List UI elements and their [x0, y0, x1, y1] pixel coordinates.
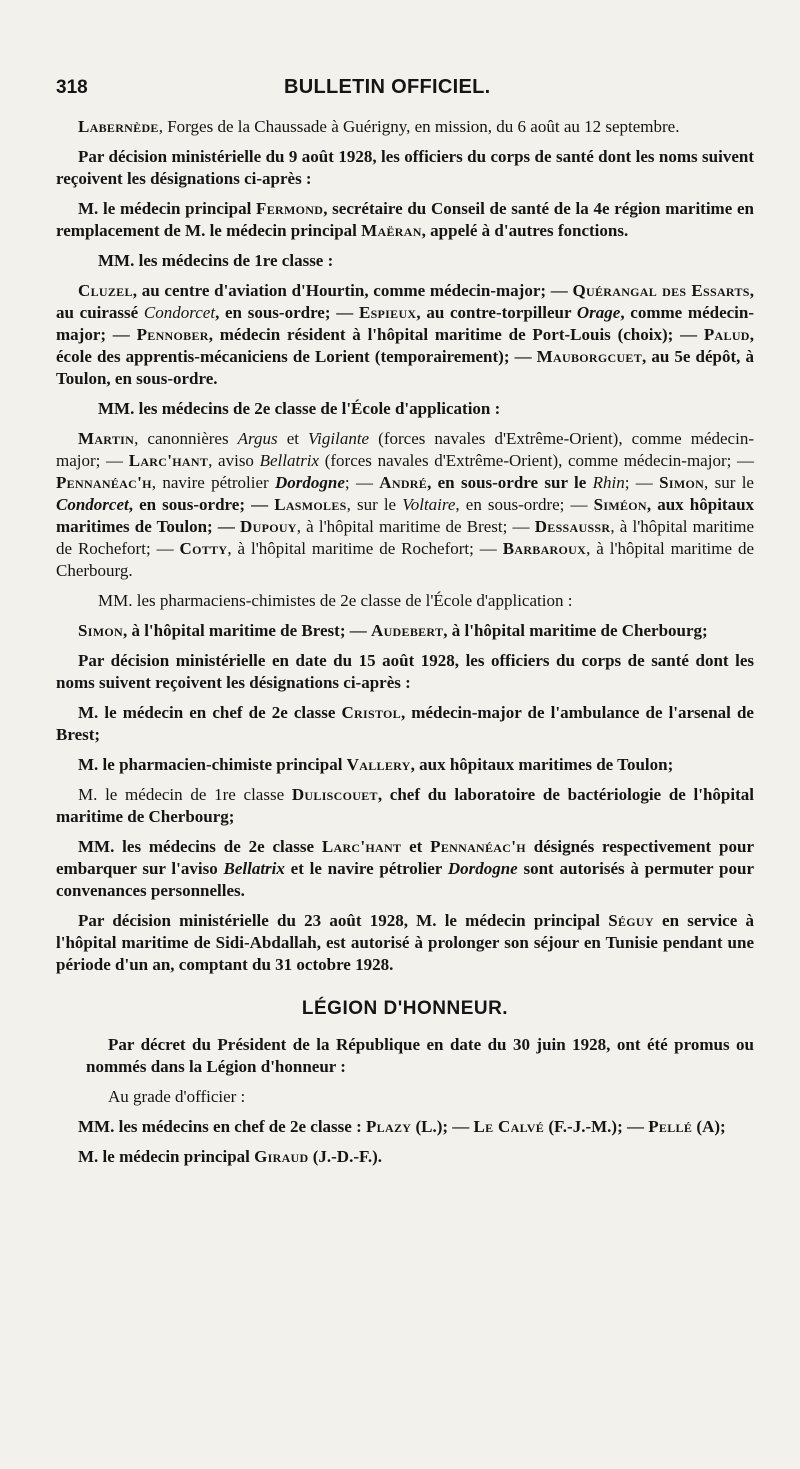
text-run: , au contre-torpilleur — [416, 303, 577, 322]
paragraph-grade-officier: Au grade d'officier : — [108, 1087, 246, 1106]
ship-name: Bellatrix — [259, 451, 320, 470]
text-run: , chef du laboratoire de bactériologie de l'hôpital maritime de Cherbourg; — [56, 785, 754, 826]
paragraph-fermond — [56, 198, 754, 242]
text-run: , en sous-ordre; — — [455, 495, 594, 514]
text-run: , en sous-ordre sur le — [427, 473, 593, 492]
paragraph-labernede — [56, 116, 754, 138]
ship-name: Voltaire — [402, 495, 456, 514]
person-name: André — [379, 473, 428, 492]
person-name: Séguy — [608, 911, 654, 930]
text-run: , à l'hôpital maritime de Cherbourg. — [56, 539, 754, 580]
text-run: , sur le — [346, 495, 403, 514]
text-run: , aux hôpitaux maritimes de Toulon; — — [56, 495, 755, 536]
text-run: , Forges de la Chaussade à Guérigny, en mission, du 6 août au 12 septembre. — [158, 117, 680, 136]
person-name: Le Calvé — [473, 1117, 545, 1136]
text-run: , navire pétrolier — [151, 473, 276, 492]
person-name: Fermond — [256, 199, 324, 218]
page-number: 318 — [56, 77, 88, 98]
running-title: BULLETIN OFFICIEL. — [284, 76, 491, 98]
person-name: Mauborgcuet — [536, 347, 643, 366]
person-name: Palud — [703, 325, 750, 344]
text-run: , au cuirassé — [56, 281, 754, 322]
ship-name: Dordogne — [447, 859, 518, 878]
ship-name: Orage — [576, 303, 621, 322]
text-run: , en sous-ordre; — — [215, 303, 359, 322]
paragraph-medecins-2e-classe — [56, 428, 754, 582]
text-run: (L.); — — [411, 1117, 474, 1136]
text-run: en service à l'hôpital maritime de Sidi-Abdallah, est autorisé à prolonger son séjour en Tunisie pendant une période d'un an, comptant du 31 octobre 1928. — [56, 911, 754, 974]
person-name: Siméon — [593, 495, 647, 514]
text-run: , appelé à d'autres fonctions. — [421, 221, 629, 240]
text-run: et — [401, 837, 431, 856]
paragraph-pharmaciens — [56, 620, 754, 642]
person-name: Barbaroux — [502, 539, 587, 558]
ship-name: Bellatrix — [223, 859, 285, 878]
text-run: Par décision ministérielle du 23 août 1928, M. le médecin principal — [78, 911, 609, 930]
text-run: , canonnières — [134, 429, 238, 448]
person-name: Maëran — [361, 221, 422, 240]
text-run: , aux hôpitaux maritimes de Toulon; — [410, 755, 674, 774]
text-run: sont autorisés à permuter pour convenances personnelles. — [56, 859, 755, 900]
paragraph-giraud — [56, 1146, 754, 1168]
text-run: M. le pharmacien-chimiste principal — [78, 755, 347, 774]
text-run: , médecin résident à l'hôpital maritime de Port-Louis (choix); — — [208, 325, 704, 344]
person-name: Audebert — [371, 621, 444, 640]
text-run: (F.-J.-M.); — — [544, 1117, 649, 1136]
person-name: Dessaussr — [534, 517, 611, 536]
text-run: (J.-D.-F.). — [308, 1147, 382, 1166]
paragraph-decision-9-aout: Par décision ministérielle du 9 août 1928, les officiers du corps de santé dont les noms suivent reçoivent les désignations ci-après : — [56, 147, 754, 188]
text-run: , à l'hôpital maritime de Brest; — — [296, 517, 535, 536]
ship-name: Condorcet — [56, 495, 129, 514]
text-run: , à l'hôpital maritime de Cherbourg; — [443, 621, 708, 640]
text-run: , à l'hôpital maritime de Rochefort; — — [56, 517, 755, 558]
person-name: Martin — [78, 429, 135, 448]
person-name: Pellé — [648, 1117, 693, 1136]
text-run: ; — — [624, 473, 660, 492]
paragraph-cristol — [56, 702, 754, 746]
paragraph-seguy — [56, 910, 754, 976]
text-run: , médecin-major de l'ambulance de l'arsenal de Brest; — [56, 703, 754, 744]
heading-medecins-1re-classe: MM. les médecins de 1re classe : — [98, 251, 334, 270]
text-run: et — [277, 429, 309, 448]
paragraph-medecins-1re-classe — [56, 280, 754, 390]
paragraph-medecins-en-chef — [56, 1116, 754, 1138]
person-name: Espieux — [358, 303, 417, 322]
text-run: M. le médecin de 1re classe — [78, 785, 292, 804]
heading-medecins-2e-classe: MM. les médecins de 2e classe de l'École d'application : — [98, 399, 501, 418]
ship-name: Condorcet — [143, 303, 216, 322]
text-run: MM. les médecins de 2e classe — [78, 837, 322, 856]
ship-name: Dordogne — [275, 473, 345, 492]
person-name: Plazy — [365, 1117, 412, 1136]
paragraph-duliscouet — [56, 784, 754, 828]
text-run: , à l'hôpital maritime de Brest; — — [122, 621, 371, 640]
person-name: Pennanéac'h — [430, 837, 526, 856]
text-run: M. le médecin principal — [78, 1147, 255, 1166]
page-header — [56, 76, 754, 110]
heading-pharmaciens: MM. les pharmaciens-chimistes de 2e classe de l'École d'application : — [98, 591, 573, 610]
person-name: Cotty — [179, 539, 228, 558]
person-name: Giraud — [254, 1147, 309, 1166]
person-name: Vallery — [346, 755, 411, 774]
text-run: ; — — [344, 473, 380, 492]
person-name: Cluzel — [78, 281, 133, 300]
text-run: MM. les médecins en chef de 2e classe : — [78, 1117, 366, 1136]
person-name: Lasmoles — [274, 495, 347, 514]
text-run: M. le médecin en chef de 2e classe — [78, 703, 342, 722]
person-name: Pennober — [136, 325, 209, 344]
text-run: , au 5e dépôt, à Toulon, en sous-ordre. — [56, 347, 754, 388]
text-run: M. le médecin principal — [78, 199, 257, 218]
person-name: Labernède — [78, 117, 159, 136]
person-name: Simon — [659, 473, 705, 492]
person-name: Cristol — [341, 703, 401, 722]
paragraph-vallery — [56, 754, 754, 776]
text-run: , au centre d'aviation d'Hourtin, comme médecin-major; — — [132, 281, 573, 300]
paragraph-decision-15-aout: Par décision ministérielle en date du 15 août 1928, les officiers du corps de santé dont les noms suivent reçoivent les désignations ci-après : — [56, 651, 754, 692]
text-run: (forces navales d'Extrême-Orient), comme médecin-major; — — [56, 429, 754, 470]
ship-name: Rhin — [592, 473, 625, 492]
person-name: Duliscouet — [291, 785, 378, 804]
ship-name: Argus — [237, 429, 278, 448]
person-name: Quérangal des Essarts — [572, 281, 750, 300]
text-run: (forces navales d'Extrême-Orient), comme médecin-major; — — [319, 451, 754, 470]
text-run: , aviso — [208, 451, 260, 470]
ship-name: Vigilante — [308, 429, 370, 448]
text-run: , à l'hôpital maritime de Rochefort; — — [227, 539, 503, 558]
person-name: Larc'hant — [128, 451, 209, 470]
person-name: Larc'hant — [321, 837, 402, 856]
paragraph-decret-30-juin: Par décret du Président de la République en date du 30 juin 1928, ont été promus ou nommés dans la Légion d'honneur : — [86, 1035, 754, 1076]
text-run: (A); — [692, 1117, 726, 1136]
text-run: , comme médecin-major; — — [56, 303, 755, 344]
text-run: et le navire pétrolier — [284, 859, 448, 878]
text-run: , secrétaire du Conseil de santé de la 4e région maritime en remplacement de M. le médecin principal — [56, 199, 754, 240]
person-name: Simon — [78, 621, 123, 640]
text-run: , sur le — [704, 473, 754, 492]
person-name: Dupouy — [240, 517, 297, 536]
person-name: Pennanéac'h — [56, 473, 152, 492]
text-run: , en sous-ordre; — — [128, 495, 275, 514]
paragraph-permutation — [56, 836, 754, 902]
text-run: désignés respectivement pour embarquer sur l'aviso — [56, 837, 754, 878]
legion-honneur-block — [56, 1034, 754, 1108]
text-run: , école des apprentis-mécaniciens de Lorient (temporairement); — — [56, 325, 754, 366]
section-title-legion-honneur: LÉGION D'HONNEUR. — [301, 998, 509, 1019]
